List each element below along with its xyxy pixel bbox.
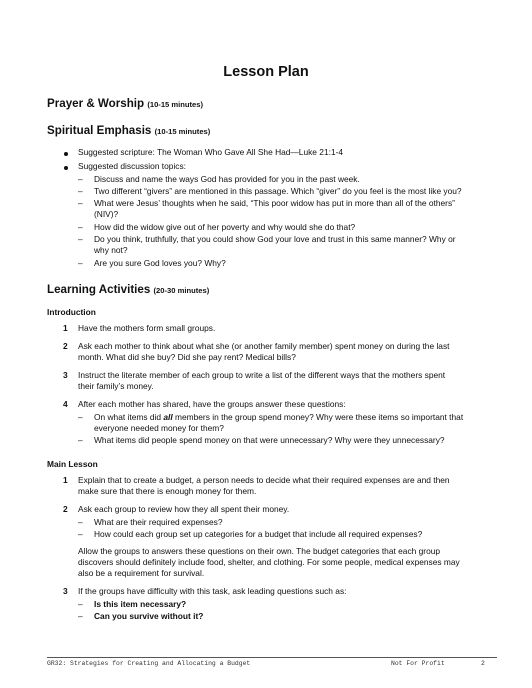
topic-item-cont: why not?	[94, 245, 128, 255]
scripture-bullet: Suggested scripture: The Woman Who Gave All She Had—Luke 21:1-4	[78, 147, 344, 157]
intro-sub-question: What items did people spend money on that were unnecessary? Why were they unnecessary?	[94, 435, 445, 445]
dash-marker: –	[78, 517, 83, 527]
dash-marker: –	[78, 435, 83, 445]
intro-step: Ask each mother to think about what she (or another family member) spent money on during the last	[78, 341, 450, 351]
intro-sub-question	[94, 412, 463, 423]
step-number: 2	[63, 341, 68, 351]
prayer-heading	[47, 97, 203, 110]
intro-step-cont: their family’s money.	[78, 381, 154, 391]
bullet-dot	[64, 152, 68, 156]
topic-item: Do you think, truthfully, that you could show God your love and trust in this same manner? Why or	[94, 234, 456, 244]
step-number: 1	[63, 323, 68, 333]
dash-marker: –	[78, 258, 83, 268]
learning-heading-text: Learning Activities	[47, 283, 151, 296]
topic-item: Two different “givers” are mentioned in this passage. Which “giver” do you feel is the most like you?	[94, 186, 462, 196]
dash-marker: –	[78, 186, 83, 196]
step-number: 3	[63, 586, 68, 596]
intro-sub-text: members in the group spend money? Why were these items so important that	[172, 412, 464, 422]
step-number: 4	[63, 399, 68, 409]
main-paragraph: Allow the groups to answers these questions on their own. The budget categories that each group	[78, 546, 441, 556]
spiritual-heading	[47, 124, 210, 137]
topic-item-cont: (NIV)?	[94, 209, 119, 219]
dash-marker: –	[78, 529, 83, 539]
intro-step: Have the mothers form small groups.	[78, 323, 216, 333]
intro-step: After each mother has shared, have the groups answer these questions:	[78, 399, 346, 409]
spiritual-time: (10-15 minutes)	[154, 127, 211, 136]
spiritual-heading-text: Spiritual Emphasis	[47, 124, 152, 137]
dash-marker: –	[78, 222, 83, 232]
prayer-time: (10-15 minutes)	[147, 100, 204, 109]
dash-marker: –	[78, 174, 83, 184]
footer-rule	[47, 657, 497, 658]
main-step: Ask each group to review how they all spent their money.	[78, 504, 290, 514]
intro-sub-text: On what items did	[94, 412, 164, 422]
introduction-heading: Introduction	[47, 307, 96, 317]
learning-heading	[47, 283, 209, 296]
topic-item: Are you sure God loves you? Why?	[94, 258, 226, 268]
bullet-dot	[64, 166, 68, 170]
step-number: 1	[63, 475, 68, 485]
page-number: 2	[481, 660, 485, 667]
main-paragraph: discovers should definitely include food, shelter, and clothing. For some people, medical expenses may	[78, 557, 460, 567]
dash-marker: –	[78, 412, 83, 422]
learning-time: (20-30 minutes)	[153, 286, 210, 295]
intro-sub-emphasis: all	[163, 412, 173, 422]
topics-bullet: Suggested discussion topics:	[78, 161, 187, 171]
main-step: Explain that to create a budget, a person needs to decide what their required expenses are and then	[78, 475, 450, 485]
footer-title: GR32: Strategies for Creating and Allocating a Budget	[47, 660, 251, 667]
dash-marker: –	[78, 599, 83, 609]
topic-item: Discuss and name the ways God has provided for you in the past week.	[94, 174, 360, 184]
main-step-cont: make sure that there is enough money for them.	[78, 486, 257, 496]
leading-question: Is this item necessary?	[94, 599, 187, 609]
intro-step: Instruct the literate member of each group to write a list of the different ways that the mothers spent	[78, 370, 446, 380]
dash-marker: –	[78, 198, 83, 208]
leading-question: Can you survive without it?	[94, 611, 204, 621]
page-title: Lesson Plan	[223, 64, 309, 80]
footer-label: Not For Profit	[391, 660, 445, 667]
main-step: If the groups have difficulty with this task, ask leading questions such as:	[78, 586, 347, 596]
intro-sub-question-cont: everyone needed money for them?	[94, 423, 224, 433]
step-number: 2	[63, 504, 68, 514]
topic-item: What were Jesus’ thoughts when he said, “This poor widow has put in more than all of the others”	[94, 198, 455, 208]
dash-marker: –	[78, 234, 83, 244]
main-sub-question: How could each group set up categories for a budget that include all required expenses?	[94, 529, 423, 539]
intro-step-cont: month. What did she buy? Did she pay rent? Medical bills?	[78, 352, 296, 362]
main-lesson-heading: Main Lesson	[47, 459, 98, 469]
main-paragraph: also be a requirement for survival.	[78, 568, 205, 578]
topic-item: How did the widow give out of her poverty and why would she do that?	[94, 222, 356, 232]
prayer-heading-text: Prayer & Worship	[47, 97, 145, 110]
main-sub-question: What are their required expenses?	[94, 517, 223, 527]
dash-marker: –	[78, 611, 83, 621]
step-number: 3	[63, 370, 68, 380]
